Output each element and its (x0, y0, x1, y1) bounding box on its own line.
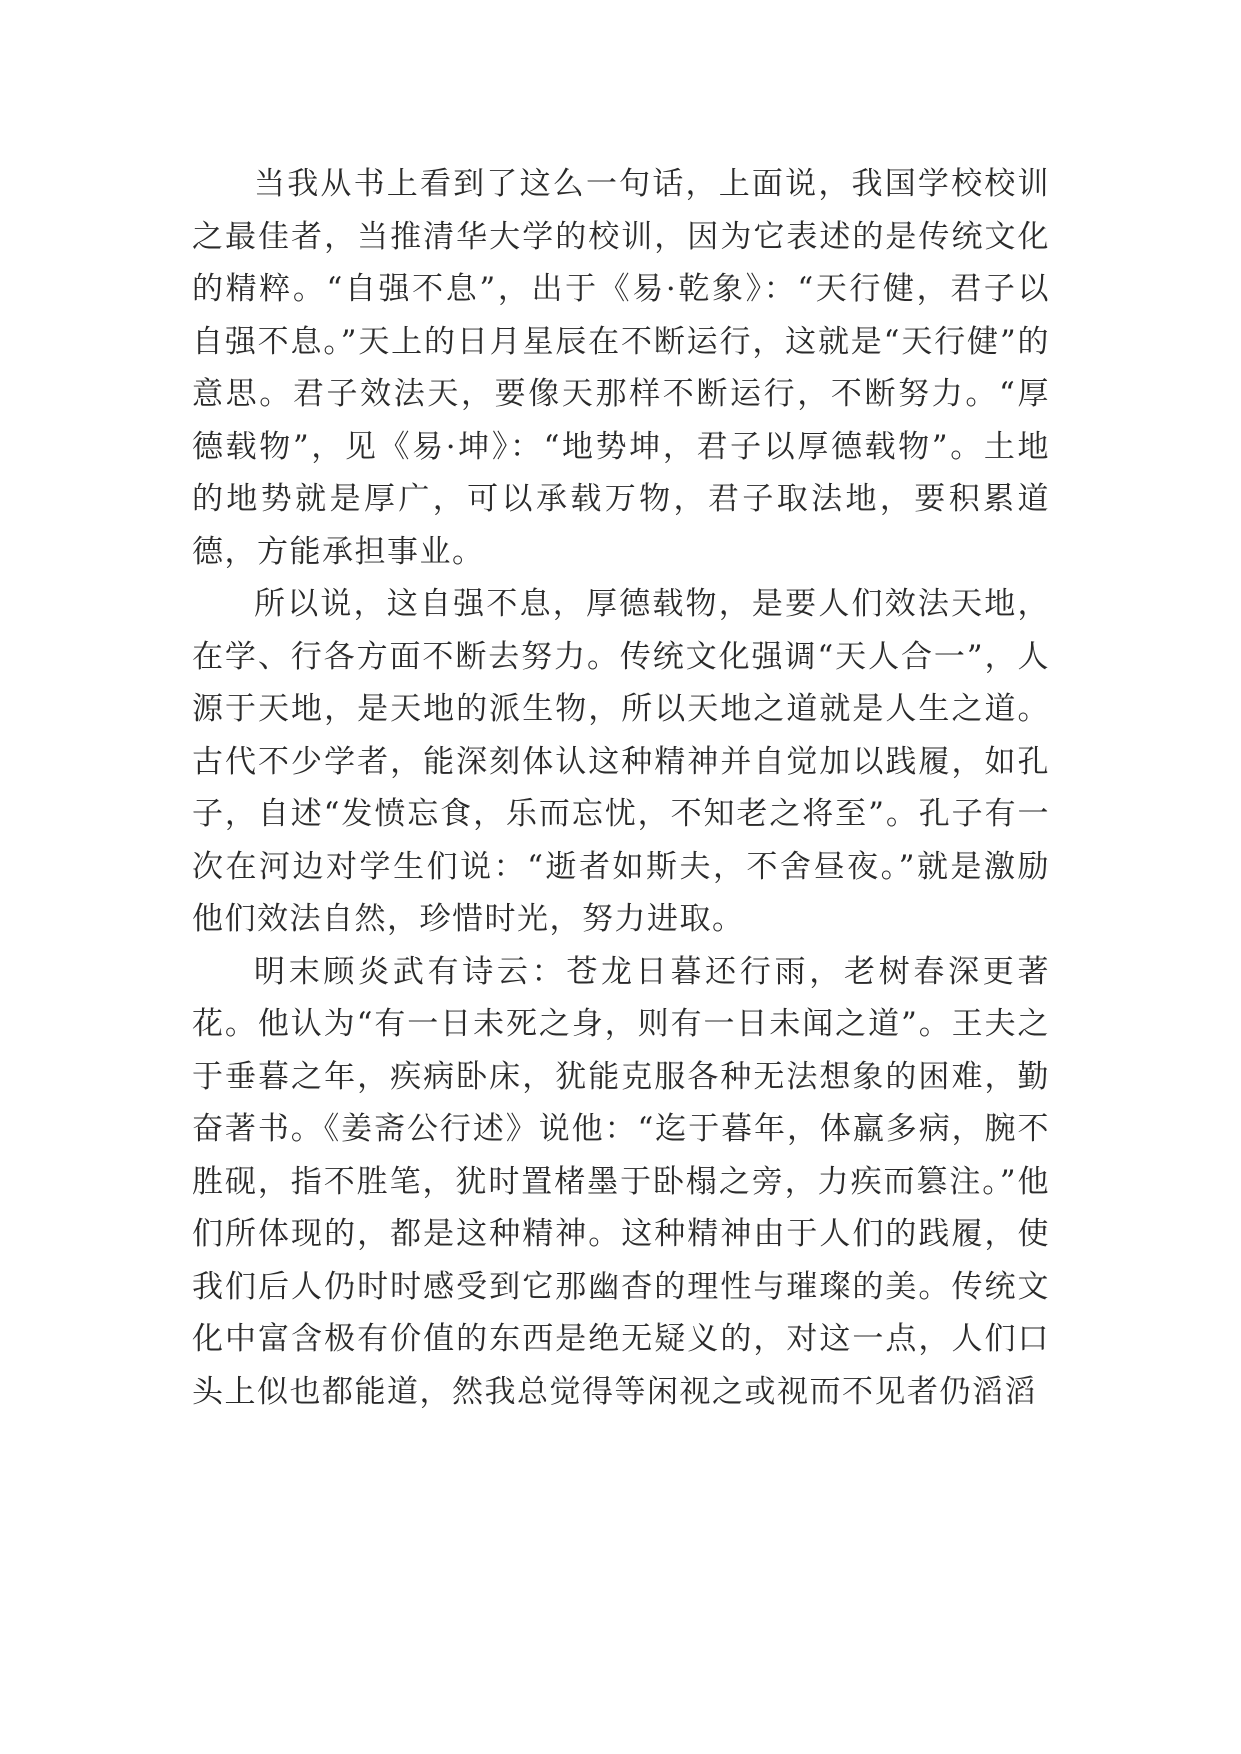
document-body (192, 158, 1050, 1418)
paragraph-1: 当我从书上看到了这么一句话，上面说，我国学校校训之最佳者，当推清华大学的校训，因为它表述的是传统文化的精粹。“自强不息”，出于《易·乾象》：“天行健，君子以自强不息。”天上的日月星辰在不断运行，这就是“天行健”的意思。君子效法天，要像天那样不断运行，不断努力。“厚德载物”，见《易·坤》：“地势坤，君子以厚德载物”。土地的地势就是厚广，可以承载万物，君子取法地，要积累道德，方能承担事业。 (192, 166, 1050, 570)
paragraph-2: 所以说，这自强不息，厚德载物，是要人们效法天地，在学、行各方面不断去努力。传统文化强调“天人合一”，人源于天地，是天地的派生物，所以天地之道就是人生之道。古代不少学者，能深刻体认这种精神并自觉加以践履，如孔子，自述“发愤忘食，乐而忘忧，不知老之将至”。孔子有一次在河边对学生们说：“逝者如斯夫，不舍昼夜。”就是激励他们效法自然，珍惜时光，努力进取。 (192, 586, 1050, 937)
paragraph-3: 明末顾炎武有诗云：苍龙日暮还行雨，老树春深更著花。他认为“有一日未死之身，则有一日未闻之道”。王夫之于垂暮之年，疾病卧床，犹能克服各种无法想象的困难，勤奋著书。《姜斋公行述》说他：“迄于暮年，体羸多病，腕不胜砚，指不胜笔，犹时置楮墨于卧榻之旁，力疾而篡注。”他们所体现的，都是这种精神。这种精神由于人们的践履，使我们后人仍时时感受到它那幽杳的理性与璀璨的美。传统文化中富含极有价值的东西是绝无疑义的，对这一点，人们口头上似也都能道，然我总觉得等闲视之或视而不见者仍滔滔 (192, 953, 1050, 1410)
